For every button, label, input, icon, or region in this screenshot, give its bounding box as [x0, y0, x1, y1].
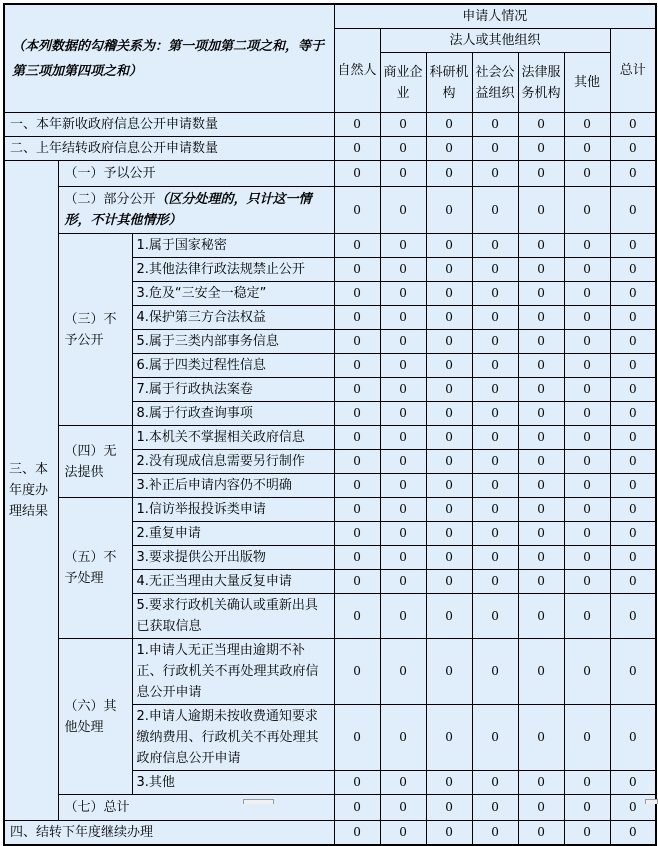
- row-label-other-handling-1: 1.申请人无正当理由逾期不补正、行政机关不再处理其政府信息公开申请: [132, 639, 334, 705]
- value-cell: 0: [518, 522, 564, 546]
- value-cell: 0: [472, 306, 518, 330]
- value-cell: 0: [518, 498, 564, 522]
- value-cell: 0: [472, 282, 518, 306]
- row-label-unable-2: 2.没有现成信息需要另行制作: [132, 450, 334, 474]
- row-label-partial: [58, 187, 334, 234]
- value-cell: 0: [334, 258, 380, 282]
- value-cell: 0: [564, 402, 610, 426]
- value-cell: 0: [610, 498, 656, 522]
- value-cell: 0: [334, 113, 380, 137]
- table-row: [4, 187, 656, 234]
- value-cell: 0: [518, 546, 564, 570]
- value-cell: 0: [472, 570, 518, 594]
- value-cell: 0: [610, 546, 656, 570]
- value-cell: 0: [472, 161, 518, 187]
- value-cell: 0: [426, 137, 472, 161]
- value-cell: 0: [426, 771, 472, 795]
- value-cell: 0: [610, 474, 656, 498]
- value-cell: 0: [564, 594, 610, 639]
- value-cell: 0: [518, 187, 564, 234]
- value-cell: 0: [380, 306, 426, 330]
- value-cell: 0: [380, 354, 426, 378]
- value-cell: 0: [610, 306, 656, 330]
- value-cell: 0: [564, 234, 610, 258]
- value-cell: 0: [334, 378, 380, 402]
- value-cell: 0: [472, 187, 518, 234]
- row-label-denied-2: 2.其他法律行政法规禁止公开: [132, 258, 334, 282]
- value-cell: 0: [334, 639, 380, 705]
- value-cell: 0: [564, 570, 610, 594]
- header-legal-service-org: 法律服务机构: [518, 53, 564, 113]
- row-label-unable: （四）无法提供: [58, 426, 132, 498]
- value-cell: 0: [564, 306, 610, 330]
- value-cell: 0: [334, 474, 380, 498]
- value-cell: 0: [518, 795, 564, 821]
- value-cell: 0: [610, 570, 656, 594]
- header-commercial-enterprise: 商业企业: [380, 53, 426, 113]
- row-label-not-processed-2: 2.重复申请: [132, 522, 334, 546]
- value-cell: 0: [610, 639, 656, 705]
- value-cell: 0: [472, 594, 518, 639]
- value-cell: 0: [380, 771, 426, 795]
- value-cell: 0: [334, 402, 380, 426]
- value-cell: 0: [334, 330, 380, 354]
- table-row: [4, 137, 656, 161]
- value-cell: 0: [426, 821, 472, 846]
- value-cell: 0: [334, 795, 380, 821]
- value-cell: 0: [610, 522, 656, 546]
- value-cell: 0: [380, 402, 426, 426]
- value-cell: 0: [564, 161, 610, 187]
- value-cell: 0: [472, 330, 518, 354]
- value-cell: 0: [426, 330, 472, 354]
- value-cell: 0: [610, 402, 656, 426]
- value-cell: 0: [472, 426, 518, 450]
- value-cell: 0: [518, 306, 564, 330]
- value-cell: 0: [426, 594, 472, 639]
- value-cell: 0: [518, 378, 564, 402]
- table-row: [4, 234, 656, 258]
- gov-info-disclosure-table: [3, 3, 657, 846]
- value-cell: 0: [380, 378, 426, 402]
- value-cell: 0: [564, 450, 610, 474]
- value-cell: 0: [610, 450, 656, 474]
- value-cell: 0: [518, 639, 564, 705]
- value-cell: 0: [426, 639, 472, 705]
- value-cell: 0: [518, 137, 564, 161]
- value-cell: 0: [426, 795, 472, 821]
- value-cell: 0: [564, 821, 610, 846]
- row-label-next-year: 四、结转下年度继续办理: [4, 821, 334, 846]
- value-cell: 0: [334, 354, 380, 378]
- value-cell: 0: [564, 137, 610, 161]
- value-cell: 0: [334, 234, 380, 258]
- row-label-not-processed: （五）不予处理: [58, 498, 132, 639]
- value-cell: 0: [426, 234, 472, 258]
- value-cell: 0: [426, 474, 472, 498]
- row-label-denied-6: 6.属于四类过程性信息: [132, 354, 334, 378]
- value-cell: 0: [334, 161, 380, 187]
- value-cell: 0: [564, 187, 610, 234]
- value-cell: 0: [518, 594, 564, 639]
- value-cell: 0: [564, 639, 610, 705]
- value-cell: 0: [426, 161, 472, 187]
- value-cell: 0: [380, 258, 426, 282]
- header-other: 其他: [564, 53, 610, 113]
- value-cell: 0: [380, 639, 426, 705]
- value-cell: 0: [610, 187, 656, 234]
- value-cell: 0: [610, 378, 656, 402]
- value-cell: 0: [472, 402, 518, 426]
- value-cell: 0: [610, 234, 656, 258]
- value-cell: 0: [564, 771, 610, 795]
- value-cell: 0: [518, 821, 564, 846]
- value-cell: 0: [380, 234, 426, 258]
- value-cell: 0: [518, 402, 564, 426]
- value-cell: 0: [564, 113, 610, 137]
- header-social-welfare-org: 社会公益组织: [472, 53, 518, 113]
- value-cell: 0: [380, 137, 426, 161]
- value-cell: 0: [334, 771, 380, 795]
- value-cell: 0: [564, 426, 610, 450]
- value-cell: 0: [518, 570, 564, 594]
- value-cell: 0: [472, 795, 518, 821]
- partial-note: （区分处理的，只计这一情形，不计其他情形）: [64, 192, 312, 228]
- table-row: [4, 161, 656, 187]
- value-cell: 0: [564, 258, 610, 282]
- value-cell: 0: [472, 474, 518, 498]
- row-label-new-received: 一、本年新收政府信息公开申请数量: [4, 113, 334, 137]
- header-applicant-group: 申请人情况: [334, 4, 656, 29]
- value-cell: 0: [334, 821, 380, 846]
- value-cell: 0: [380, 594, 426, 639]
- value-cell: 0: [610, 795, 656, 821]
- row-label-processing-results: 三、本年度办理结果: [4, 161, 58, 821]
- value-cell: 0: [472, 450, 518, 474]
- value-cell: 0: [380, 426, 426, 450]
- value-cell: 0: [334, 306, 380, 330]
- value-cell: 0: [564, 330, 610, 354]
- value-cell: 0: [610, 282, 656, 306]
- header-legal-group: 法人或其他组织: [380, 29, 610, 53]
- value-cell: 0: [380, 450, 426, 474]
- row-label-other-handling: （六）其他处理: [58, 639, 132, 795]
- value-cell: 0: [518, 234, 564, 258]
- value-cell: 0: [426, 187, 472, 234]
- value-cell: 0: [334, 546, 380, 570]
- value-cell: 0: [334, 570, 380, 594]
- table-row: [4, 821, 656, 846]
- row-label-granted: （一）予以公开: [58, 161, 334, 187]
- value-cell: 0: [518, 282, 564, 306]
- horizontal-scrollbar-thumb[interactable]: [243, 799, 274, 804]
- value-cell: 0: [380, 474, 426, 498]
- row-label-other-handling-3: 3.其他: [132, 771, 334, 795]
- row-label-carried-over: 二、上年结转政府信息公开申请数量: [4, 137, 334, 161]
- row-label-not-processed-1: 1.信访举报投诉类申请: [132, 498, 334, 522]
- reconciliation-note: （本列数据的勾稽关系为：第一项加第二项之和，等于第三项加第四项之和）: [4, 4, 334, 113]
- value-cell: 0: [564, 282, 610, 306]
- value-cell: 0: [472, 234, 518, 258]
- value-cell: 0: [334, 522, 380, 546]
- value-cell: 0: [334, 498, 380, 522]
- value-cell: 0: [472, 137, 518, 161]
- table-row: [4, 795, 656, 821]
- value-cell: 0: [518, 474, 564, 498]
- value-cell: 0: [380, 546, 426, 570]
- value-cell: 0: [518, 258, 564, 282]
- value-cell: 0: [472, 354, 518, 378]
- value-cell: 0: [380, 330, 426, 354]
- value-cell: 0: [564, 498, 610, 522]
- value-cell: 0: [380, 498, 426, 522]
- value-cell: 0: [426, 522, 472, 546]
- value-cell: 0: [610, 771, 656, 795]
- header-total: 总计: [610, 29, 656, 113]
- value-cell: 0: [564, 795, 610, 821]
- value-cell: 0: [426, 258, 472, 282]
- value-cell: 0: [472, 546, 518, 570]
- value-cell: 0: [426, 570, 472, 594]
- value-cell: 0: [380, 187, 426, 234]
- value-cell: 0: [564, 474, 610, 498]
- row-label-unable-1: 1.本机关不掌握相关政府信息: [132, 426, 334, 450]
- value-cell: 0: [610, 354, 656, 378]
- value-cell: 0: [564, 378, 610, 402]
- value-cell: 0: [518, 354, 564, 378]
- value-cell: 0: [564, 705, 610, 771]
- value-cell: 0: [610, 705, 656, 771]
- value-cell: 0: [518, 705, 564, 771]
- value-cell: 0: [426, 450, 472, 474]
- row-label-unable-3: 3.补正后申请内容仍不明确: [132, 474, 334, 498]
- row-label-not-processed-4: 4.无正当理由大量反复申请: [132, 570, 334, 594]
- value-cell: 0: [472, 498, 518, 522]
- value-cell: 0: [380, 795, 426, 821]
- value-cell: 0: [426, 113, 472, 137]
- value-cell: 0: [426, 282, 472, 306]
- value-cell: 0: [380, 113, 426, 137]
- header-natural-person: 自然人: [334, 29, 380, 113]
- value-cell: 0: [426, 426, 472, 450]
- value-cell: 0: [472, 639, 518, 705]
- value-cell: 0: [472, 821, 518, 846]
- header-research-institution: 科研机构: [426, 53, 472, 113]
- row-label-other-handling-2: 2.申请人逾期未按收费通知要求缴纳费用、行政机关不再处理其政府信息公开申请: [132, 705, 334, 771]
- value-cell: 0: [518, 161, 564, 187]
- value-cell: 0: [334, 426, 380, 450]
- row-label-denied-1: 1.属于国家秘密: [132, 234, 334, 258]
- value-cell: 0: [564, 354, 610, 378]
- value-cell: 0: [518, 450, 564, 474]
- value-cell: 0: [518, 113, 564, 137]
- row-label-denied-8: 8.属于行政查询事项: [132, 402, 334, 426]
- value-cell: 0: [334, 137, 380, 161]
- value-cell: 0: [380, 282, 426, 306]
- table-row: [4, 639, 656, 705]
- value-cell: 0: [380, 821, 426, 846]
- value-cell: 0: [380, 522, 426, 546]
- row-label-denied-4: 4.保护第三方合法权益: [132, 306, 334, 330]
- value-cell: 0: [380, 570, 426, 594]
- row-label-not-processed-5: 5.要求行政机关确认或重新出具已获取信息: [132, 594, 334, 639]
- value-cell: 0: [610, 258, 656, 282]
- value-cell: 0: [472, 771, 518, 795]
- row-label-denied-3: 3.危及“三安全一稳定”: [132, 282, 334, 306]
- value-cell: 0: [426, 402, 472, 426]
- value-cell: 0: [518, 771, 564, 795]
- value-cell: 0: [564, 522, 610, 546]
- value-cell: 0: [426, 306, 472, 330]
- value-cell: 0: [564, 546, 610, 570]
- table-row: [4, 113, 656, 137]
- value-cell: 0: [472, 113, 518, 137]
- value-cell: 0: [426, 705, 472, 771]
- value-cell: 0: [426, 546, 472, 570]
- value-cell: 0: [610, 821, 656, 846]
- value-cell: 0: [472, 522, 518, 546]
- value-cell: 0: [610, 330, 656, 354]
- value-cell: 0: [334, 450, 380, 474]
- value-cell: 0: [334, 187, 380, 234]
- partial-label: （二）部分公开: [64, 192, 156, 207]
- value-cell: 0: [610, 113, 656, 137]
- row-label-denied-7: 7.属于行政执法案卷: [132, 378, 334, 402]
- value-cell: 0: [380, 161, 426, 187]
- value-cell: 0: [610, 426, 656, 450]
- value-cell: 0: [426, 498, 472, 522]
- value-cell: 0: [472, 378, 518, 402]
- table-row: [4, 426, 656, 450]
- value-cell: 0: [426, 378, 472, 402]
- value-cell: 0: [380, 705, 426, 771]
- row-label-not-processed-3: 3.要求提供公开出版物: [132, 546, 334, 570]
- value-cell: 0: [518, 426, 564, 450]
- row-label-denied: （三）不予公开: [58, 234, 132, 426]
- value-cell: 0: [426, 354, 472, 378]
- value-cell: 0: [472, 258, 518, 282]
- value-cell: 0: [334, 282, 380, 306]
- row-label-denied-5: 5.属于三类内部事务信息: [132, 330, 334, 354]
- value-cell: 0: [334, 705, 380, 771]
- value-cell: 0: [472, 705, 518, 771]
- value-cell: 0: [610, 161, 656, 187]
- value-cell: 0: [610, 594, 656, 639]
- row-label-processing-total: （七）总计: [58, 795, 334, 821]
- value-cell: 0: [518, 330, 564, 354]
- scrollbar-corner: [645, 799, 658, 804]
- value-cell: 0: [334, 594, 380, 639]
- value-cell: 0: [610, 137, 656, 161]
- table-row: [4, 498, 656, 522]
